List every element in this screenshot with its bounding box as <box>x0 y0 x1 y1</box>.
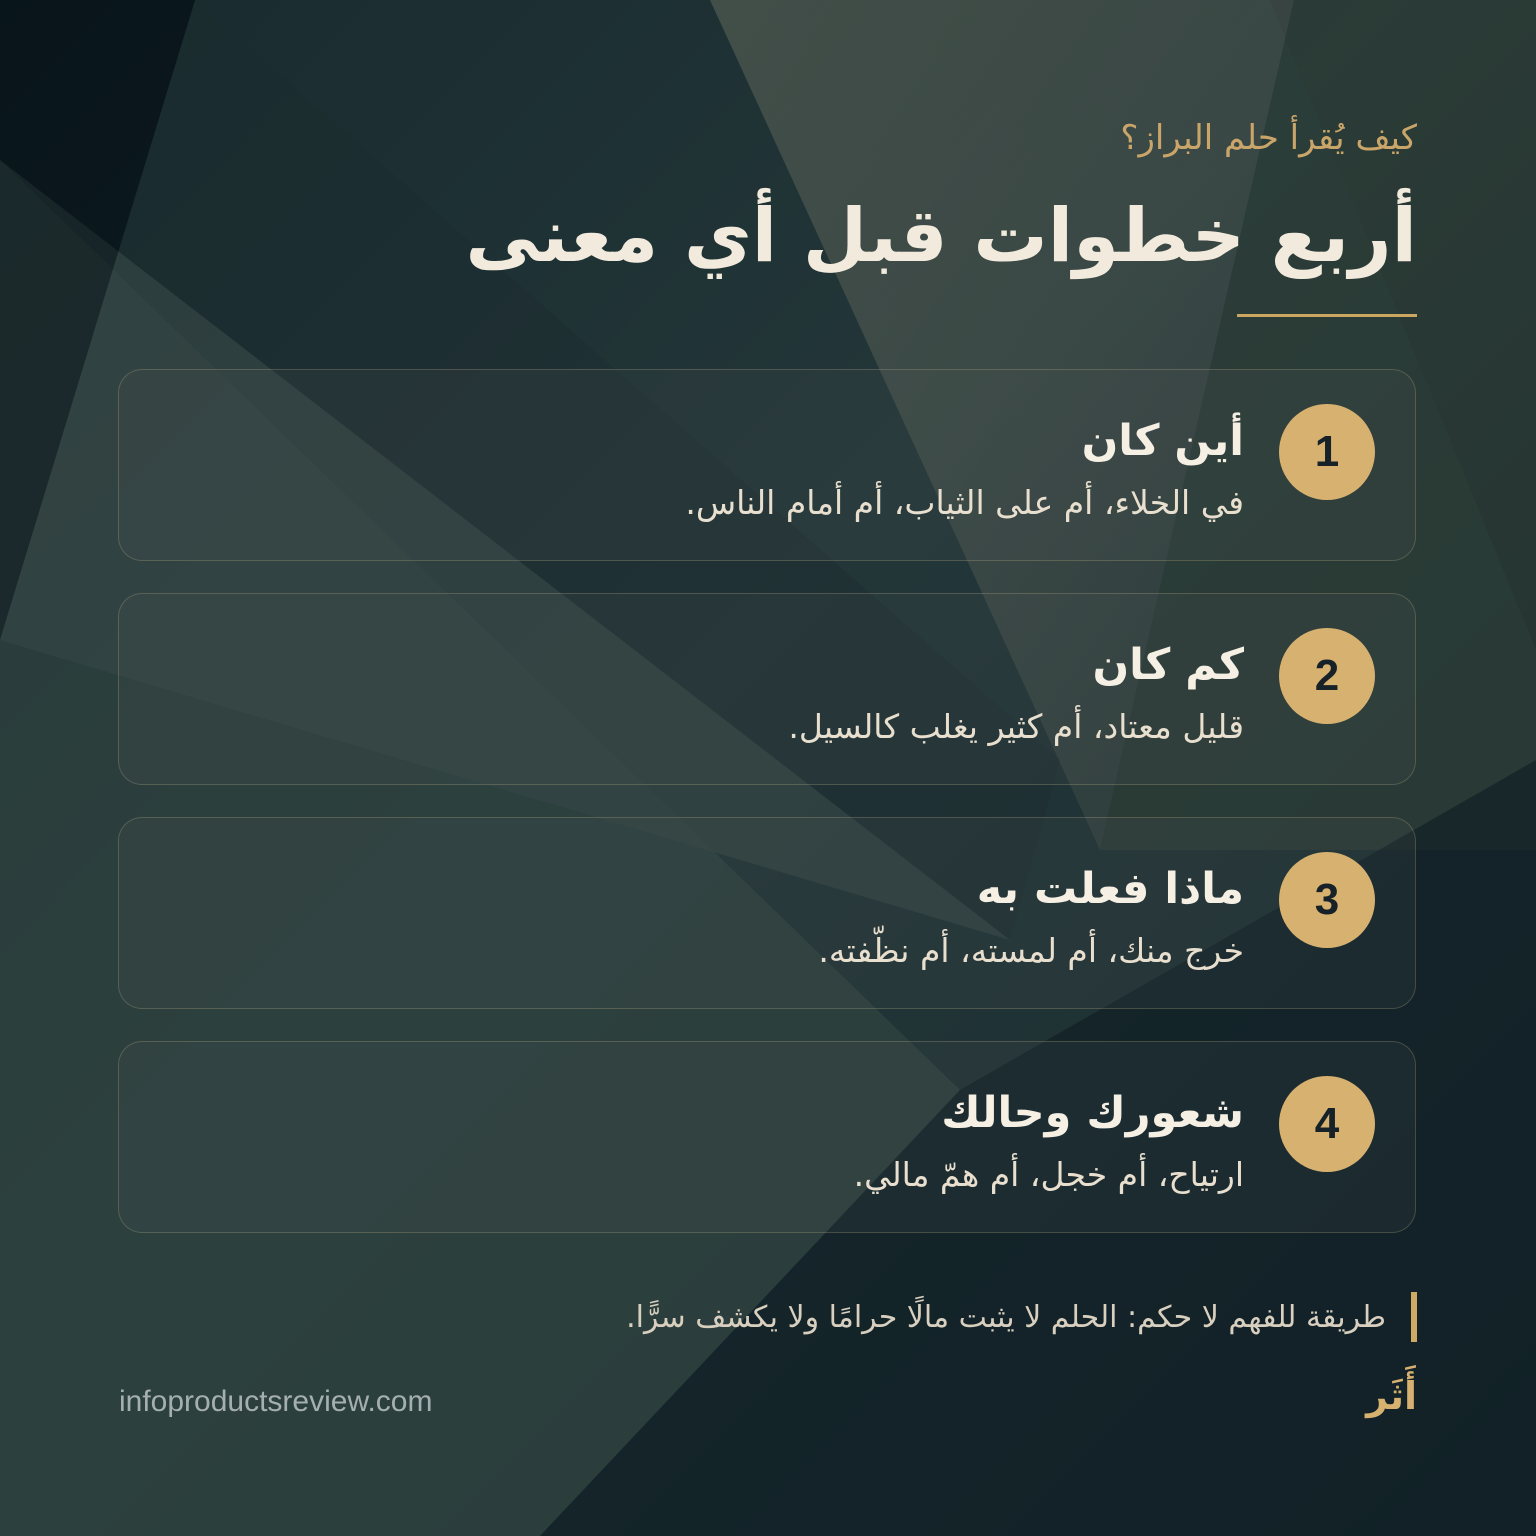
step-title: أين كان <box>1081 416 1244 466</box>
step-card-2 <box>118 593 1416 785</box>
step-description: في الخلاء، أم على الثياب، أم أمام الناس. <box>685 483 1244 522</box>
note-accent-bar <box>1411 1292 1417 1342</box>
step-number-badge: 3 <box>1279 852 1375 948</box>
step-number-badge: 2 <box>1279 628 1375 724</box>
step-title: كم كان <box>1092 640 1244 690</box>
brand-mark: أَثَر <box>1366 1374 1417 1418</box>
step-title: شعورك وحالك <box>941 1088 1244 1138</box>
step-description: قليل معتاد، أم كثير يغلب كالسيل. <box>788 707 1244 746</box>
step-number-badge: 4 <box>1279 1076 1375 1172</box>
title-divider <box>1237 314 1417 317</box>
step-card-4 <box>118 1041 1416 1233</box>
steps-list <box>118 369 1418 1265</box>
disclaimer-note: طريقة للفهم لا حكم: الحلم لا يثبت مالًا حرامًا ولا يكشف سرًّا. <box>626 1300 1386 1335</box>
step-card-3 <box>118 817 1416 1009</box>
step-title: ماذا فعلت به <box>976 864 1244 914</box>
step-card-1 <box>118 369 1416 561</box>
step-description: خرج منك، أم لمسته، أم نظّفته. <box>818 931 1244 970</box>
step-number-badge: 1 <box>1279 404 1375 500</box>
page-title: أربع خطوات قبل أي معنى <box>465 193 1417 279</box>
step-description: ارتياح، أم خجل، أم همّ مالي. <box>853 1155 1244 1194</box>
website-domain: infoproductsreview.com <box>119 1385 433 1418</box>
page-kicker: كيف يُقرأ حلم البراز؟ <box>1120 118 1417 158</box>
